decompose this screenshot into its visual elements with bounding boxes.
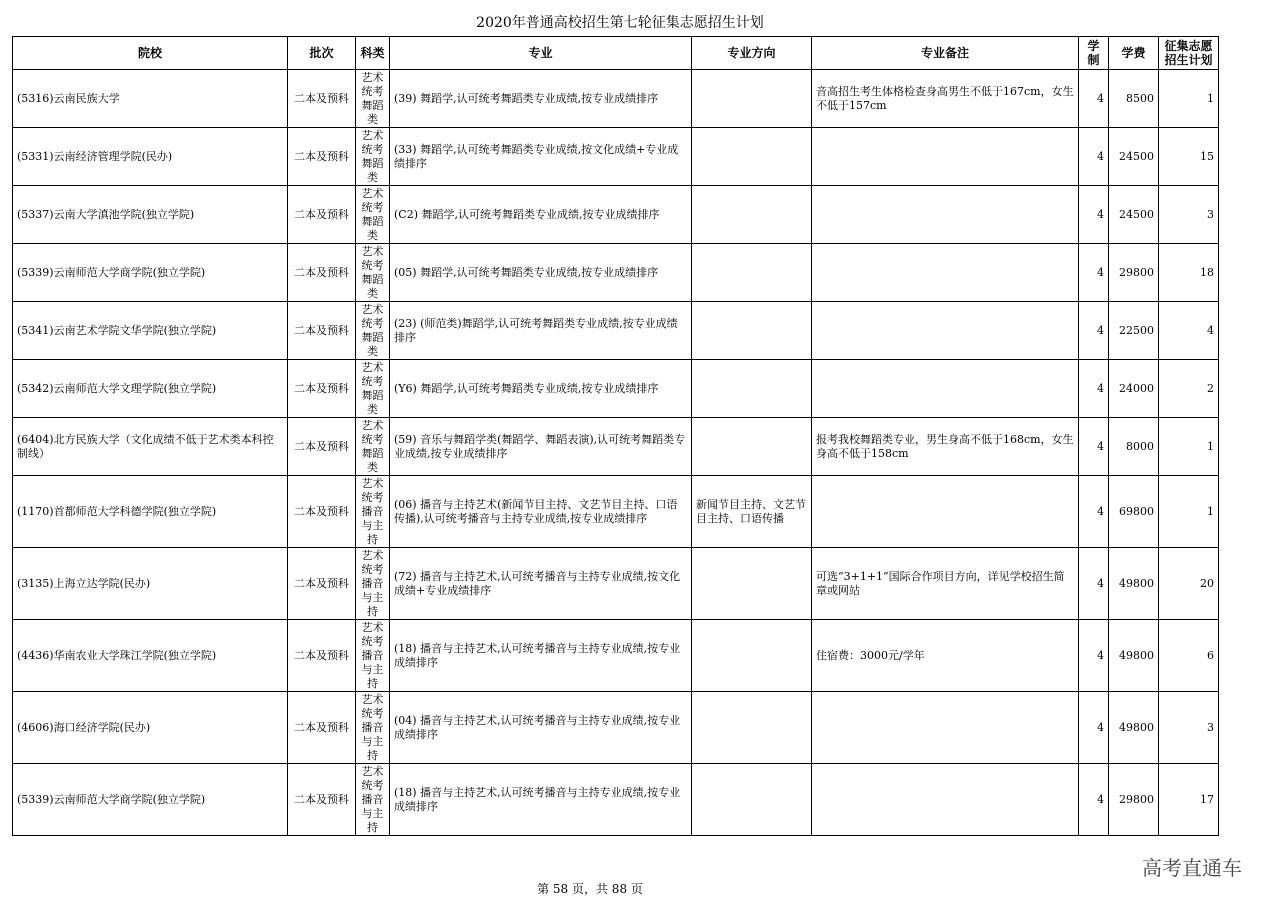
table-row (13, 244, 1219, 302)
major-cell: (18) 播音与主持艺术,认可统考播音与主持专业成绩,按专业成绩排序 (390, 764, 692, 836)
fee-cell: 29800 (1109, 244, 1159, 302)
plan-cell: 15 (1159, 128, 1219, 186)
note-cell (812, 302, 1079, 360)
category-cell: 艺术统考舞蹈类 (356, 128, 390, 186)
school-cell: (6404)北方民族大学（文化成绩不低于艺术类本科控制线） (13, 418, 288, 476)
school-cell: (3135)上海立达学院(民办) (13, 548, 288, 620)
school-cell: (1170)首都师范大学科德学院(独立学院) (13, 476, 288, 548)
direction-cell (692, 128, 812, 186)
watermark-logo-text: 高考直通车 (1142, 856, 1242, 880)
fee-cell: 22500 (1109, 302, 1159, 360)
major-cell: (Y6) 舞蹈学,认可统考舞蹈类专业成绩,按专业成绩排序 (390, 360, 692, 418)
plan-cell: 1 (1159, 70, 1219, 128)
header-note: 专业备注 (812, 37, 1079, 70)
years-cell: 4 (1079, 418, 1109, 476)
batch-cell: 二本及预科 (288, 128, 356, 186)
fee-cell: 8500 (1109, 70, 1159, 128)
plan-cell: 18 (1159, 244, 1219, 302)
school-cell: (5342)云南师范大学文理学院(独立学院) (13, 360, 288, 418)
note-cell (812, 360, 1079, 418)
years-cell: 4 (1079, 302, 1109, 360)
note-cell (812, 186, 1079, 244)
fee-cell: 24500 (1109, 128, 1159, 186)
table-row (13, 620, 1219, 692)
school-cell: (5331)云南经济管理学院(民办) (13, 128, 288, 186)
category-cell: 艺术统考播音与主持 (356, 764, 390, 836)
plan-cell: 3 (1159, 692, 1219, 764)
years-cell: 4 (1079, 128, 1109, 186)
category-cell: 艺术统考舞蹈类 (356, 70, 390, 128)
plan-cell: 6 (1159, 620, 1219, 692)
major-cell: (C2) 舞蹈学,认可统考舞蹈类专业成绩,按专业成绩排序 (390, 186, 692, 244)
school-cell: (5339)云南师范大学商学院(独立学院) (13, 764, 288, 836)
years-cell: 4 (1079, 764, 1109, 836)
table-row (13, 186, 1219, 244)
note-cell (812, 764, 1079, 836)
batch-cell: 二本及预科 (288, 360, 356, 418)
batch-cell: 二本及预科 (288, 548, 356, 620)
table-row (13, 692, 1219, 764)
table-row (13, 476, 1219, 548)
years-cell: 4 (1079, 186, 1109, 244)
plan-cell: 4 (1159, 302, 1219, 360)
direction-cell (692, 302, 812, 360)
direction-cell (692, 548, 812, 620)
table-row (13, 70, 1219, 128)
category-cell: 艺术统考舞蹈类 (356, 186, 390, 244)
header-school: 院校 (13, 37, 288, 70)
header-batch: 批次 (288, 37, 356, 70)
plan-cell: 17 (1159, 764, 1219, 836)
plan-cell: 1 (1159, 418, 1219, 476)
category-cell: 艺术统考播音与主持 (356, 548, 390, 620)
plan-cell: 3 (1159, 186, 1219, 244)
direction-cell (692, 620, 812, 692)
fee-cell: 49800 (1109, 620, 1159, 692)
batch-cell: 二本及预科 (288, 764, 356, 836)
years-cell: 4 (1079, 620, 1109, 692)
category-cell: 艺术统考舞蹈类 (356, 360, 390, 418)
table-row (13, 128, 1219, 186)
table-row (13, 360, 1219, 418)
direction-cell (692, 692, 812, 764)
table-header-row (13, 37, 1219, 70)
batch-cell: 二本及预科 (288, 692, 356, 764)
direction-cell (692, 764, 812, 836)
years-cell: 4 (1079, 244, 1109, 302)
table-row (13, 548, 1219, 620)
note-cell (812, 692, 1079, 764)
school-cell: (5341)云南艺术学院文华学院(独立学院) (13, 302, 288, 360)
major-cell: (23) (师范类)舞蹈学,认可统考舞蹈类专业成绩,按专业成绩排序 (390, 302, 692, 360)
years-cell: 4 (1079, 692, 1109, 764)
major-cell: (59) 音乐与舞蹈学类(舞蹈学、舞蹈表演),认可统考舞蹈类专业成绩,按专业成绩排序 (390, 418, 692, 476)
fee-cell: 24000 (1109, 360, 1159, 418)
major-cell: (04) 播音与主持艺术,认可统考播音与主持专业成绩,按专业成绩排序 (390, 692, 692, 764)
fee-cell: 8000 (1109, 418, 1159, 476)
category-cell: 艺术统考舞蹈类 (356, 302, 390, 360)
years-cell: 4 (1079, 476, 1109, 548)
note-cell: 报考我校舞蹈类专业，男生身高不低于168cm，女生身高不低于158cm (812, 418, 1079, 476)
batch-cell: 二本及预科 (288, 244, 356, 302)
fee-cell: 29800 (1109, 764, 1159, 836)
plan-cell: 2 (1159, 360, 1219, 418)
batch-cell: 二本及预科 (288, 418, 356, 476)
note-cell (812, 476, 1079, 548)
fee-cell: 49800 (1109, 692, 1159, 764)
category-cell: 艺术统考舞蹈类 (356, 244, 390, 302)
major-cell: (33) 舞蹈学,认可统考舞蹈类专业成绩,按文化成绩+专业成绩排序 (390, 128, 692, 186)
note-cell: 住宿费：3000元/学年 (812, 620, 1079, 692)
school-cell: (5339)云南师范大学商学院(独立学院) (13, 244, 288, 302)
category-cell: 艺术统考播音与主持 (356, 692, 390, 764)
fee-cell: 69800 (1109, 476, 1159, 548)
batch-cell: 二本及预科 (288, 186, 356, 244)
fee-cell: 49800 (1109, 548, 1159, 620)
school-cell: (5316)云南民族大学 (13, 70, 288, 128)
batch-cell: 二本及预科 (288, 620, 356, 692)
direction-cell (692, 186, 812, 244)
major-cell: (06) 播音与主持艺术(新闻节目主持、文艺节目主持、口语传播),认可统考播音与主持专业成绩,按专业成绩排序 (390, 476, 692, 548)
batch-cell: 二本及预科 (288, 70, 356, 128)
page-footer: 第 58 页，共 88 页 (537, 882, 643, 896)
note-cell (812, 244, 1079, 302)
years-cell: 4 (1079, 70, 1109, 128)
header-plan: 征集志愿招生计划 (1159, 37, 1219, 70)
enrollment-plan-table (12, 36, 1219, 836)
direction-cell (692, 244, 812, 302)
major-cell: (05) 舞蹈学,认可统考舞蹈类专业成绩,按专业成绩排序 (390, 244, 692, 302)
years-cell: 4 (1079, 548, 1109, 620)
batch-cell: 二本及预科 (288, 476, 356, 548)
major-cell: (39) 舞蹈学,认可统考舞蹈类专业成绩,按专业成绩排序 (390, 70, 692, 128)
fee-cell: 24500 (1109, 186, 1159, 244)
page-title: 2020年普通高校招生第七轮征集志愿招生计划 (476, 15, 764, 31)
header-major: 专业 (390, 37, 692, 70)
table-row (13, 764, 1219, 836)
direction-cell: 新闻节目主持、文艺节目主持、口语传播 (692, 476, 812, 548)
note-cell: 音高招生考生体格检查身高男生不低于167cm，女生不低于157cm (812, 70, 1079, 128)
header-fee: 学费 (1109, 37, 1159, 70)
table-row (13, 302, 1219, 360)
years-cell: 4 (1079, 360, 1109, 418)
header-direction: 专业方向 (692, 37, 812, 70)
header-category: 科类 (356, 37, 390, 70)
category-cell: 艺术统考播音与主持 (356, 476, 390, 548)
category-cell: 艺术统考舞蹈类 (356, 418, 390, 476)
school-cell: (5337)云南大学滇池学院(独立学院) (13, 186, 288, 244)
header-years: 学制 (1079, 37, 1109, 70)
school-cell: (4436)华南农业大学珠江学院(独立学院) (13, 620, 288, 692)
plan-cell: 1 (1159, 476, 1219, 548)
direction-cell (692, 360, 812, 418)
direction-cell (692, 70, 812, 128)
direction-cell (692, 418, 812, 476)
school-cell: (4606)海口经济学院(民办) (13, 692, 288, 764)
note-cell: 可选“3+1+1”国际合作项目方向，详见学校招生简章或网站 (812, 548, 1079, 620)
plan-cell: 20 (1159, 548, 1219, 620)
major-cell: (72) 播音与主持艺术,认可统考播音与主持专业成绩,按文化成绩+专业成绩排序 (390, 548, 692, 620)
batch-cell: 二本及预科 (288, 302, 356, 360)
note-cell (812, 128, 1079, 186)
table-row (13, 418, 1219, 476)
category-cell: 艺术统考播音与主持 (356, 620, 390, 692)
major-cell: (18) 播音与主持艺术,认可统考播音与主持专业成绩,按专业成绩排序 (390, 620, 692, 692)
